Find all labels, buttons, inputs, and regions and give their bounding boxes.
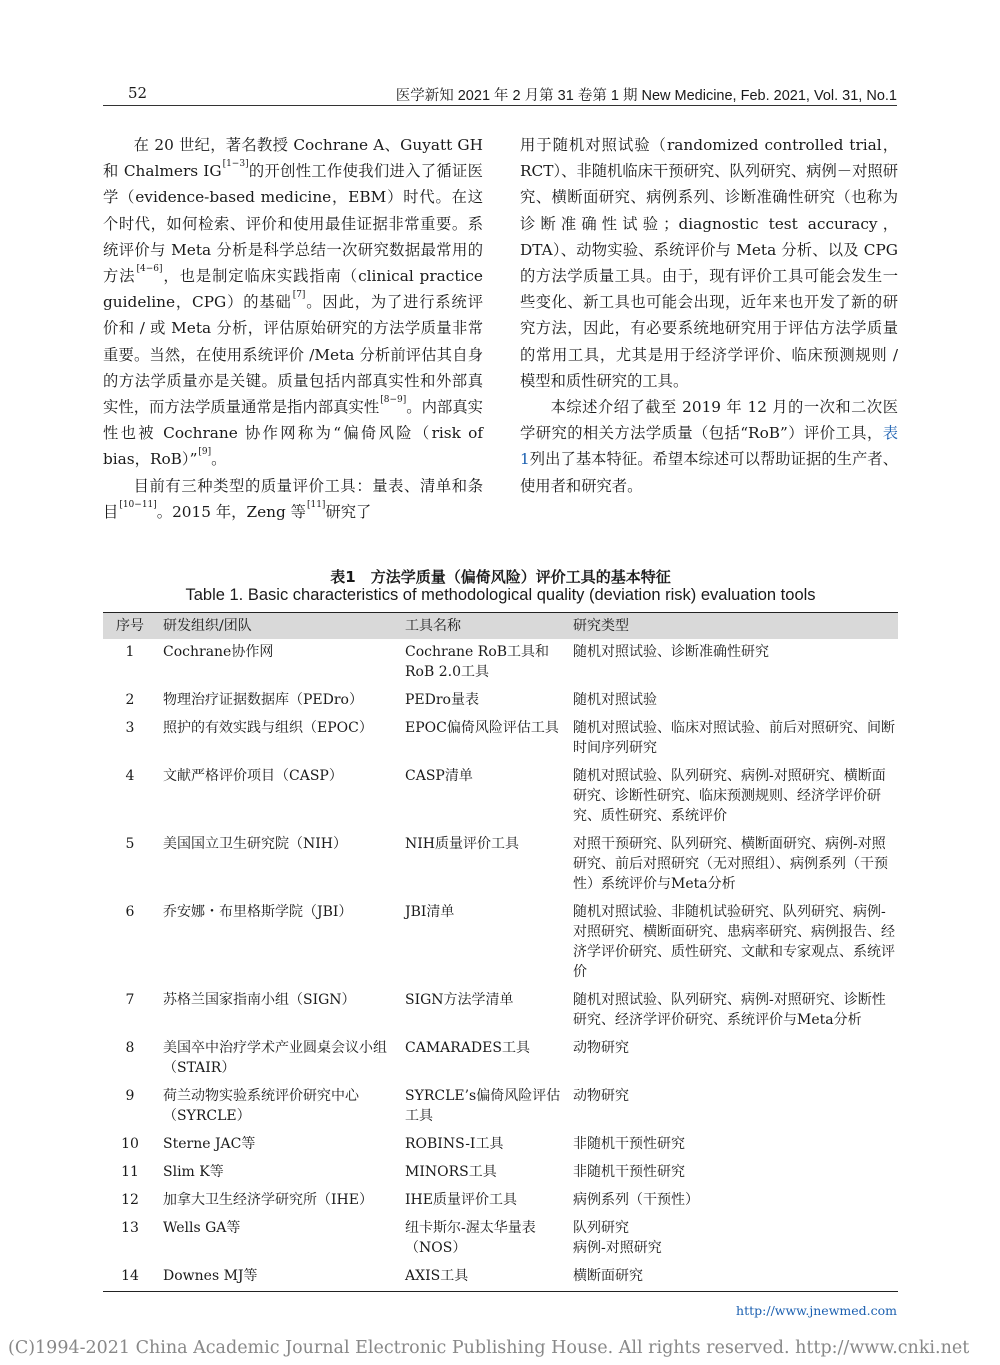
cell-org: Downes MJ等 bbox=[163, 1268, 258, 1284]
table-row bbox=[103, 763, 898, 831]
header-rule bbox=[103, 105, 897, 106]
cell-type: 随机对照试验、诊断准确性研究 bbox=[573, 644, 769, 660]
cell-type: 动物研究 bbox=[573, 1088, 629, 1104]
cell-type: 动物研究 bbox=[573, 1040, 629, 1056]
cell-org: 照护的有效实践与组织（EPOC） bbox=[163, 720, 373, 736]
cell-org: 美国卒中治疗学术产业圆桌会议小组（STAIR） bbox=[163, 1040, 387, 1076]
table-row bbox=[103, 1215, 898, 1263]
cell-type: 横断面研究 bbox=[573, 1268, 643, 1284]
cell-type: 随机对照试验、队列研究、病例-对照研究、横断面研究、诊断性研究、临床预测规则、经济学评价研究、质性研究、系统评价 bbox=[573, 768, 886, 824]
cell-no: 9 bbox=[125, 1088, 135, 1104]
citation[interactable]: [11] bbox=[306, 499, 326, 510]
table-row bbox=[103, 1187, 898, 1215]
table-caption-en: Table 1. Basic characteristics of methodological quality (deviation risk) evaluation tools bbox=[185, 586, 816, 604]
cell-org: 物理治疗证据数据库（PEDro） bbox=[163, 692, 363, 708]
cell-type: 队列研究 病例-对照研究 bbox=[573, 1220, 662, 1256]
cell-type: 随机对照试验、临床对照试验、前后对照研究、间断时间序列研究 bbox=[573, 720, 895, 756]
cell-type: 非随机干预性研究 bbox=[573, 1164, 685, 1180]
left-column bbox=[103, 132, 483, 525]
citation[interactable]: [9] bbox=[198, 447, 212, 458]
cell-org: Cochrane协作网 bbox=[163, 644, 274, 660]
cell-no: 11 bbox=[121, 1164, 139, 1180]
cell-type: 病例系列（干预性） bbox=[573, 1192, 699, 1208]
cell-no: 2 bbox=[125, 692, 135, 708]
copyright-footer: (C)1994-2021 China Academic Journal Electronic Publishing House. All rights reserved. http://www.cnki.net bbox=[8, 1338, 970, 1358]
cell-org: Wells GA等 bbox=[163, 1220, 241, 1236]
cell-tool: ROBINS-I工具 bbox=[405, 1136, 504, 1152]
cell-tool: CASP清单 bbox=[405, 768, 473, 784]
header-cell-org: 研发组织/团队 bbox=[163, 618, 252, 634]
cell-type: 随机对照试验、非随机试验研究、队列研究、病例-对照研究、横断面研究、患病率研究、病例报告、经济学评价研究、质性研究、文献和专家观点、系统评价 bbox=[573, 904, 895, 980]
cell-no: 5 bbox=[125, 836, 135, 852]
citation[interactable]: [4−6] bbox=[136, 264, 163, 275]
cell-type: 对照干预研究、队列研究、横断面研究、病例-对照研究、前后对照研究（无对照组）、病例系列（干预性）系统评价与Meta分析 bbox=[573, 836, 888, 892]
cell-type: 随机对照试验、队列研究、病例-对照研究、诊断性研究、经济学评价研究、系统评价与Meta分析 bbox=[573, 992, 886, 1028]
cell-no: 13 bbox=[121, 1220, 139, 1236]
header-cell-tool: 工具名称 bbox=[405, 618, 461, 634]
cell-org: 文献严格评价项目（CASP） bbox=[163, 768, 343, 784]
cell-tool: IHE质量评价工具 bbox=[405, 1192, 517, 1208]
table-1-link[interactable]: 表 1 bbox=[520, 424, 898, 469]
citation[interactable]: [8−9] bbox=[380, 395, 407, 406]
cell-org: 荷兰动物实验系统评价研究中心（SYRCLE） bbox=[163, 1088, 359, 1124]
table-row bbox=[103, 1159, 898, 1187]
cell-org: 乔安娜・布里格斯学院（JBI） bbox=[163, 904, 353, 920]
cell-no: 6 bbox=[125, 904, 135, 920]
table-row bbox=[103, 987, 898, 1035]
cell-org: Sterne JAC等 bbox=[163, 1136, 256, 1152]
journal-title: 医学新知 2021 年 2 月第 31 卷第 1 期 New Medicine, Feb. 2021, Vol. 31, No.1 bbox=[395, 88, 897, 104]
cell-no: 14 bbox=[121, 1268, 139, 1284]
table-row bbox=[103, 639, 898, 687]
header-cell-type: 研究类型 bbox=[573, 618, 629, 634]
cell-tool: JBI清单 bbox=[405, 904, 455, 920]
cell-org: Slim K等 bbox=[163, 1164, 224, 1180]
tools-table bbox=[103, 612, 898, 1292]
table-caption-zh: 表1 方法学质量（偏倚风险）评价工具的基本特征 bbox=[330, 568, 671, 586]
cell-tool: CAMARADES工具 bbox=[405, 1040, 530, 1056]
cell-tool: EPOC偏倚风险评估工具 bbox=[405, 720, 559, 736]
cell-tool: MINORS工具 bbox=[405, 1164, 497, 1180]
table-row bbox=[103, 1083, 898, 1131]
intro-paragraph-4: 本综述介绍了截至 2019 年 12 月的一次和二次医学研究的相关方法学质量（包括“RoB”）评价工具，表 1列出了基本特征。希望本综述可以帮助证据的生产者、使用者和研究者。 bbox=[520, 398, 898, 495]
table-row bbox=[103, 687, 898, 715]
cell-tool: NIH质量评价工具 bbox=[405, 836, 519, 852]
cell-type: 随机对照试验 bbox=[573, 692, 657, 708]
cell-tool: SIGN方法学清单 bbox=[405, 992, 514, 1008]
table-row bbox=[103, 1131, 898, 1159]
table-row bbox=[103, 1035, 898, 1083]
cell-org: 加拿大卫生经济学研究所（IHE） bbox=[163, 1192, 373, 1208]
table-row bbox=[103, 899, 898, 987]
cell-type: 非随机干预性研究 bbox=[573, 1136, 685, 1152]
citation[interactable]: [10−11] bbox=[119, 499, 157, 510]
intro-paragraph-2: 目前有三种类型的质量评价工具：量表、清单和条目[10−11]。2015 年，Zeng 等[11]研究了 bbox=[103, 476, 483, 521]
page-number: 52 bbox=[128, 84, 148, 102]
cell-tool: Cochrane RoB工具和RoB 2.0工具 bbox=[405, 644, 550, 680]
table-row bbox=[103, 831, 898, 899]
header-cell-no: 序号 bbox=[116, 618, 144, 634]
cell-no: 4 bbox=[125, 768, 135, 784]
intro-paragraph-3: 用于随机对照试验（randomized controlled trial，RCT）、非随机临床干预研究、队列研究、病例－对照研究、横断面研究、病例系列、诊断准确性研究（也称为诊断准确性试验；diagnostic test accuracy，DTA）、动物实验、系统评价与 Meta 分析、以及 CPG 的方法学质量工具。由于，现有评价工具可能会发生一些变化、新工具也可能会出现，近年来也开发了新的研究方法，因此，有必要系统地研究用于评估方法学质量的常用工具，尤其是用于经济学评价、临床预测规则 / 模型和质性研究的工具。 bbox=[520, 136, 898, 390]
cell-tool: PEDro量表 bbox=[405, 692, 479, 708]
cell-no: 10 bbox=[121, 1136, 139, 1152]
cell-no: 3 bbox=[125, 720, 135, 736]
cell-tool: SYRCLE’s偏倚风险评估工具 bbox=[405, 1088, 561, 1124]
table-row bbox=[103, 1263, 898, 1292]
intro-paragraph-1: 在 20 世纪，著名教授 Cochrane A、Guyatt GH 和 Chalmers IG[1−3]的开创性工作使我们进入了循证医学（evidence-based medicine，EBM）时代。在这个时代，如何检索、评价和使用最佳证据非常重要。系统评价与 Meta 分析是科学总结一次研究数据最常用的方法[4−6]，也是制定临床实践指南（clinical practice guideline，CPG）的基础[7]。因此，为了进行系统评价和 / 或 Meta 分析，评估原始研究的方法学质量非常重要。当然，在使用系统评价 /Meta 分析前评估其自身的方法学质量亦是关键。质量包括内部真实性和外部真实性，而方法学质量通常是指内部真实性[8−9]。内部真实性也被 Cochrane 协作网称为“偏倚风险（risk of bias，RoB）”[9]。 bbox=[103, 136, 483, 469]
table-row bbox=[103, 715, 898, 763]
cell-no: 12 bbox=[121, 1192, 139, 1208]
right-column bbox=[520, 132, 898, 499]
cell-org: 苏格兰国家指南小组（SIGN） bbox=[163, 992, 356, 1008]
citation[interactable]: [7] bbox=[292, 290, 306, 301]
running-header bbox=[128, 84, 897, 106]
citation[interactable]: [1−3] bbox=[222, 159, 249, 170]
cell-tool: 纽卡斯尔-渥太华量表（NOS） bbox=[405, 1220, 536, 1256]
cell-no: 1 bbox=[125, 644, 135, 660]
cell-org: 美国国立卫生研究院（NIH） bbox=[163, 836, 347, 852]
cell-tool: AXIS工具 bbox=[405, 1268, 469, 1284]
table-header-row bbox=[103, 613, 898, 640]
cell-no: 7 bbox=[125, 992, 135, 1008]
cell-no: 8 bbox=[125, 1040, 135, 1056]
journal-url[interactable]: http://www.jnewmed.com bbox=[736, 1303, 897, 1318]
